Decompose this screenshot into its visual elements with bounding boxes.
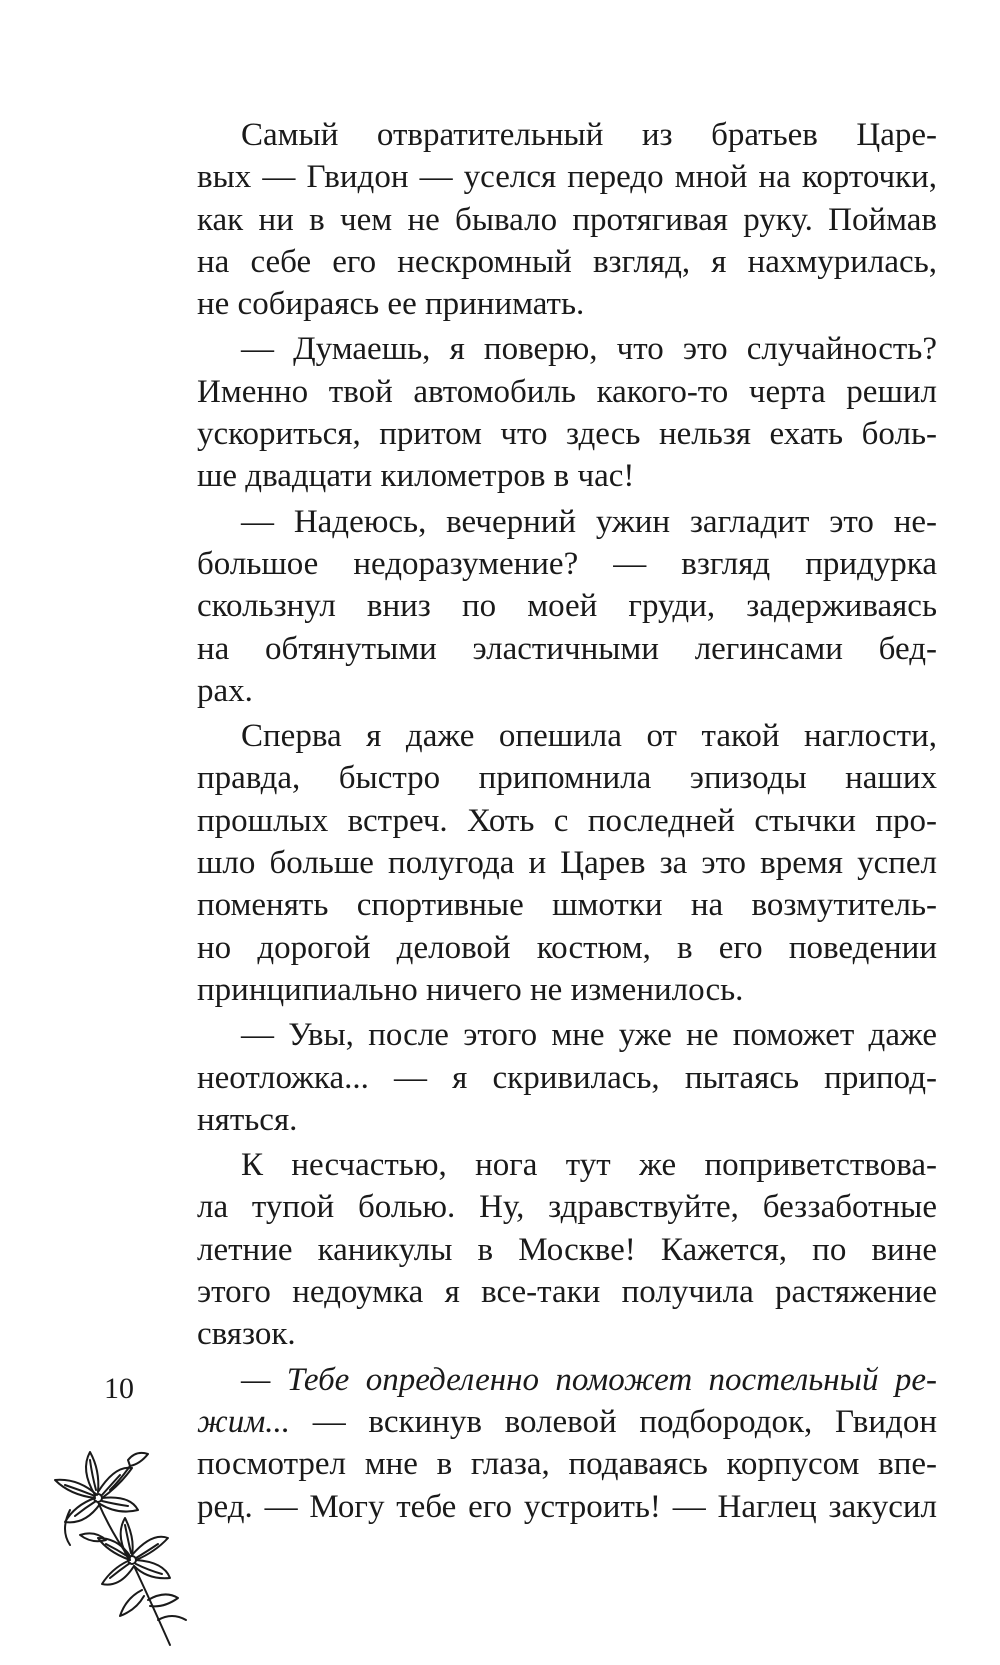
- text-line: правда, быстро припомнила эпизоды наших: [197, 760, 937, 797]
- text-line: Сперва я даже опешила от такой наглости,: [241, 718, 937, 755]
- text-line: скользнул вниз по моей груди, задерживаясь: [197, 588, 937, 625]
- text-line: ла тупой болью. Ну, здравствуйте, беззаботные: [197, 1189, 937, 1226]
- text-line: неотложка... — я скривилась, пытаясь припод-: [197, 1059, 937, 1096]
- text-line: рах.: [197, 672, 253, 709]
- text-line: — Надеюсь, вечерний ужин загладит это не-: [241, 503, 937, 540]
- text-line: поменять спортивные шмотки на возмутитель-: [197, 887, 937, 924]
- text-line: этого недоумка я все-таки получила растяжение: [197, 1274, 937, 1311]
- text-line: ускориться, притом что здесь нельзя ехать боль-: [197, 416, 937, 453]
- text-line: шло больше полугода и Царев за это время успел: [197, 845, 937, 882]
- text-line: принципиально ничего не изменилось.: [197, 971, 744, 1008]
- text-line: связок.: [197, 1316, 296, 1353]
- text-line: — Думаешь, я поверю, что это случайность?: [241, 331, 937, 368]
- text-fragment: — вскинув волевой подбородок, Гвидон: [290, 1403, 937, 1440]
- text-line: Самый отвратительный из братьев Царе-: [241, 117, 937, 153]
- flower-ornament-icon: [40, 1440, 200, 1650]
- text-line: не собираясь ее принимать.: [197, 286, 585, 323]
- text-line: няться.: [197, 1101, 298, 1138]
- text-line: К несчастью, нога тут же поприветствова-: [241, 1147, 937, 1184]
- text-line: прошлых встреч. Хоть с последней стычки про-: [197, 802, 937, 839]
- italic-fragment: жим...: [197, 1403, 291, 1440]
- text-line: посмотрел мне в глаза, подаваясь корпусом впе-: [197, 1446, 937, 1483]
- text-line: ред. — Могу тебе его устроить! — Наглец закусил: [197, 1488, 937, 1525]
- text-line: вых — Гвидон — уселся передо мной на корточки,: [197, 159, 937, 196]
- text-line: Именно твой автомобиль какого-то черта решил: [197, 373, 937, 410]
- text-line: большое недоразумение? — взгляд придурка: [197, 545, 937, 582]
- text-line: ше двадцати километров в час!: [197, 458, 635, 495]
- text-line: как ни в чем не бывало протягивая руку. Поймав: [197, 201, 937, 238]
- text-line: — Тебе определенно поможет постельный ре-: [241, 1361, 937, 1398]
- text-line: — Увы, после этого мне уже не поможет даже: [241, 1017, 937, 1054]
- text-line: на обтянутыми эластичными легинсами бед-: [197, 630, 937, 667]
- body-text: [197, 114, 937, 1528]
- text-line: на себе его нескромный взгляд, я нахмурилась,: [197, 243, 937, 280]
- text-line: [197, 1401, 937, 1443]
- text-line: но дорогой деловой костюм, в его поведении: [197, 929, 937, 966]
- text-line: летние каникулы в Москве! Кажется, по вине: [197, 1231, 937, 1268]
- page-number: 10: [104, 1372, 134, 1405]
